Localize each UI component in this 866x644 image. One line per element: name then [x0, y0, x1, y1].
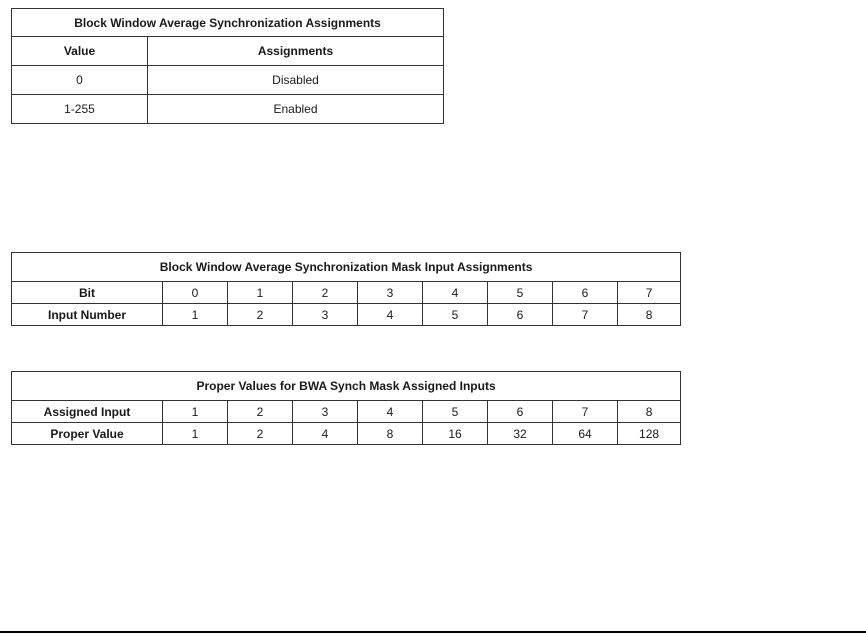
table-cell: 6 — [488, 401, 553, 423]
table-cell: 0 — [12, 66, 148, 95]
table-row — [12, 95, 444, 124]
proper-values-table — [11, 371, 681, 445]
table-cell: 2 — [293, 282, 358, 304]
row-label: Proper Value — [12, 423, 163, 445]
table-cell: 4 — [423, 282, 488, 304]
table-cell: 8 — [358, 423, 423, 445]
table-cell: 1 — [163, 304, 228, 326]
table-title: Block Window Average Synchronization Mask Input Assignments — [12, 253, 681, 282]
table-cell: 5 — [423, 304, 488, 326]
footer-rule — [0, 631, 866, 633]
table-cell: 3 — [293, 401, 358, 423]
table-cell: 1 — [163, 423, 228, 445]
table-row — [12, 401, 681, 423]
table-cell: 7 — [553, 304, 618, 326]
table-cell: 2 — [228, 304, 293, 326]
table-cell: 3 — [293, 304, 358, 326]
table-cell: 5 — [488, 282, 553, 304]
table-cell: 3 — [358, 282, 423, 304]
table-title: Block Window Average Synchronization Assignments — [12, 9, 444, 37]
table-row — [12, 423, 681, 445]
table-cell: 1 — [228, 282, 293, 304]
table-cell: 8 — [618, 304, 681, 326]
table-cell: 8 — [618, 401, 681, 423]
mask-input-assignments-table — [11, 252, 681, 326]
table-cell: 16 — [423, 423, 488, 445]
sync-assignments-table — [11, 8, 444, 124]
table-title: Proper Values for BWA Synch Mask Assigned Inputs — [12, 372, 681, 401]
table-cell: 128 — [618, 423, 681, 445]
table-cell: 7 — [618, 282, 681, 304]
table-row — [12, 304, 681, 326]
table-cell: 64 — [553, 423, 618, 445]
table-cell: 1 — [163, 401, 228, 423]
table-cell: 6 — [488, 304, 553, 326]
table-cell: 32 — [488, 423, 553, 445]
table-cell: 4 — [358, 304, 423, 326]
table-cell: 5 — [423, 401, 488, 423]
table-cell: 6 — [553, 282, 618, 304]
table-cell: 4 — [358, 401, 423, 423]
row-label: Input Number — [12, 304, 163, 326]
table-cell: Disabled — [148, 66, 444, 95]
table-cell: 2 — [228, 401, 293, 423]
table-cell: 7 — [553, 401, 618, 423]
table-cell: 2 — [228, 423, 293, 445]
table-cell: 4 — [293, 423, 358, 445]
column-header-assignments: Assignments — [148, 37, 444, 66]
table-cell: 0 — [163, 282, 228, 304]
table-cell: 1-255 — [12, 95, 148, 124]
row-label: Bit — [12, 282, 163, 304]
table-cell: Enabled — [148, 95, 444, 124]
column-header-value: Value — [12, 37, 148, 66]
row-label: Assigned Input — [12, 401, 163, 423]
table-row — [12, 282, 681, 304]
table-row — [12, 66, 444, 95]
